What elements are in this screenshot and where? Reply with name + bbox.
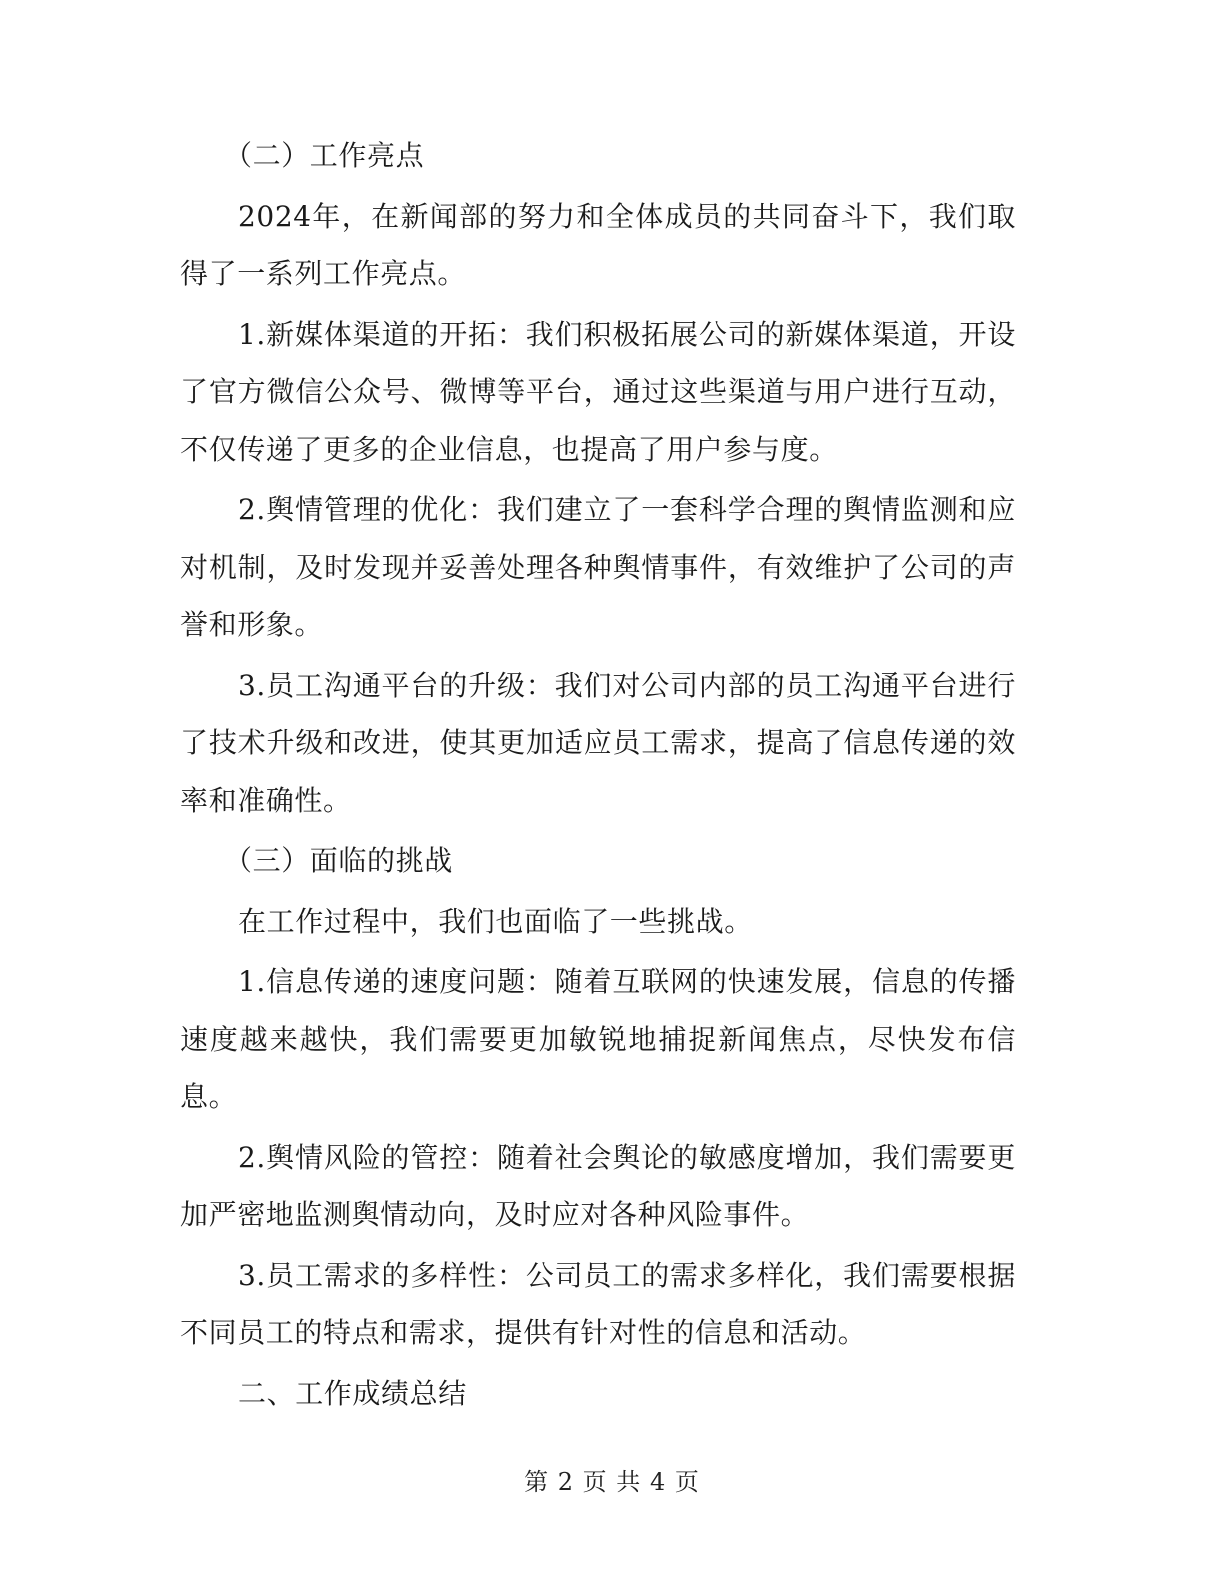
section-heading-achievements: 二、工作成绩总结 xyxy=(238,1376,467,1410)
paragraph-challenge-2: 2.舆情风险的管控：随着社会舆论的敏感度增加，我们需要更加严密地监测舆情动向，及时应对各种风险事件。 xyxy=(180,1140,1016,1231)
document-body xyxy=(180,127,1016,1425)
paragraph-intro-challenges: 在工作过程中，我们也面临了一些挑战。 xyxy=(238,904,753,938)
section-heading-challenges: （三）面临的挑战 xyxy=(224,844,453,877)
paragraph-intro-highlights: 2024年，在新闻部的努力和全体成员的共同奋斗下，我们取得了一系列工作亮点。 xyxy=(180,199,1016,290)
paragraph-highlight-2: 2.舆情管理的优化：我们建立了一套科学合理的舆情监测和应对机制，及时发现并妥善处理各种舆情事件，有效维护了公司的声誉和形象。 xyxy=(180,493,1016,641)
paragraph-challenge-1: 1.信息传递的速度问题：随着互联网的快速发展，信息的传播速度越来越快，我们需要更加敏锐地捕捉新闻焦点，尽快发布信息。 xyxy=(180,965,1016,1113)
section-heading-highlights: （二）工作亮点 xyxy=(224,139,425,172)
paragraph-highlight-3: 3.员工沟通平台的升级：我们对公司内部的员工沟通平台进行了技术升级和改进，使其更加适应员工需求，提高了信息传递的效率和准确性。 xyxy=(180,668,1016,817)
page-number-label: 第 2 页 共 4 页 xyxy=(524,1468,700,1496)
page-footer xyxy=(0,1462,1224,1497)
paragraph-challenge-3: 3.员工需求的多样性：公司员工的需求多样化，我们需要根据不同员工的特点和需求，提供有针对性的信息和活动。 xyxy=(180,1258,1016,1349)
paragraph-highlight-1: 1.新媒体渠道的开拓：我们积极拓展公司的新媒体渠道，开设了官方微信公众号、微博等平台，通过这些渠道与用户进行互动，不仅传递了更多的企业信息，也提高了用户参与度。 xyxy=(180,317,1016,466)
